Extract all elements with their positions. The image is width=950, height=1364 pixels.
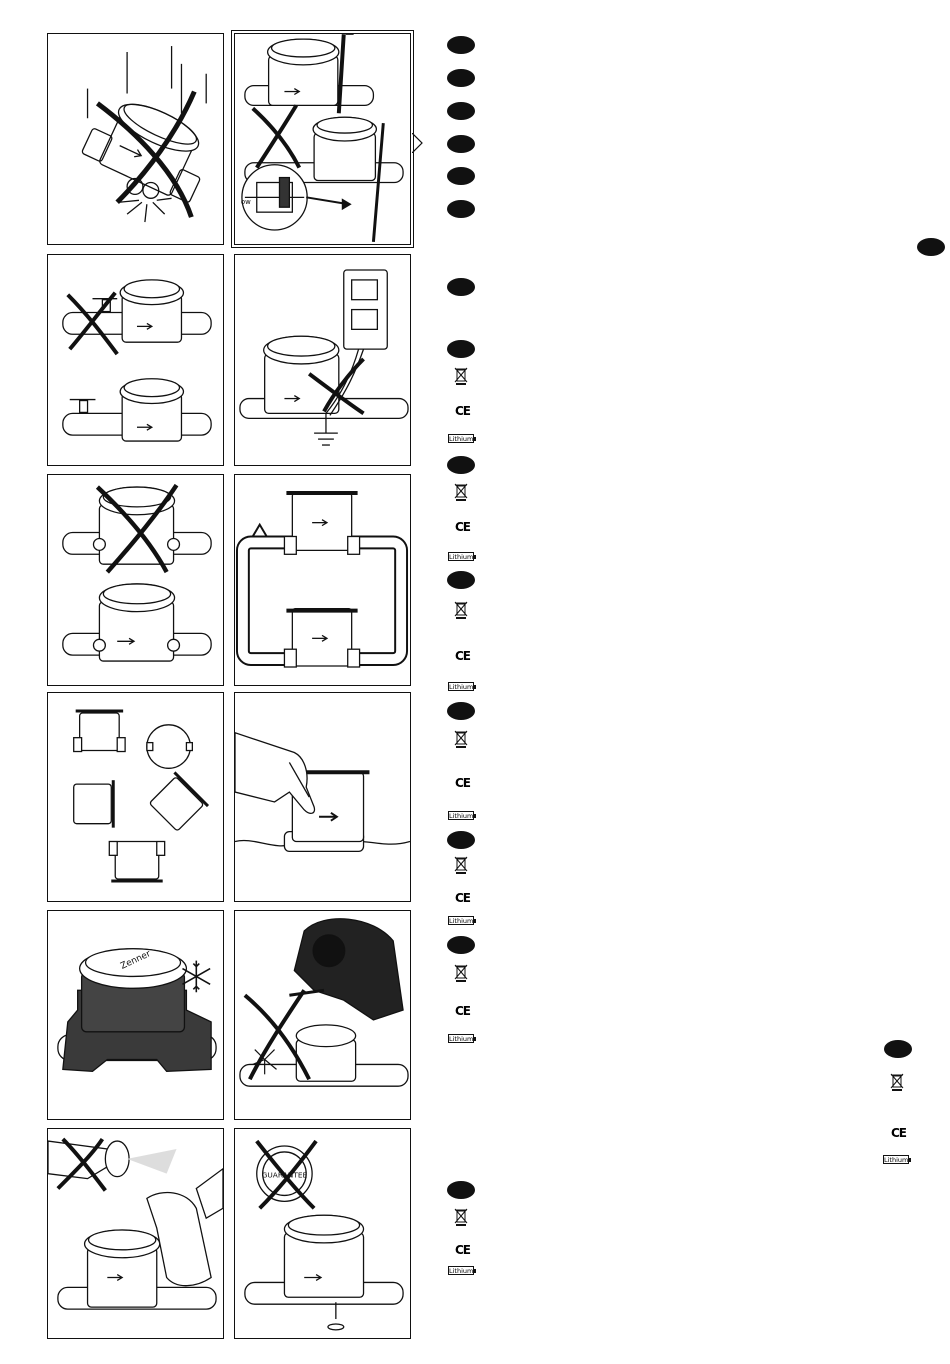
lithium-battery-icon: Lithium <box>884 1156 909 1164</box>
language-marker <box>447 102 475 120</box>
ce-mark: CE <box>455 520 471 534</box>
ce-mark: CE <box>891 1126 907 1140</box>
weee-bin-icon <box>454 1207 468 1227</box>
language-marker <box>447 936 475 954</box>
detail-label: ow <box>240 198 251 207</box>
language-marker <box>447 167 475 185</box>
language-marker <box>447 135 475 153</box>
frost-protection-illustration <box>48 911 223 1119</box>
panel-no-electrical-ground <box>234 254 411 466</box>
language-marker <box>447 1181 475 1199</box>
language-marker <box>447 69 475 87</box>
language-marker <box>884 1040 912 1058</box>
language-marker <box>447 340 475 358</box>
cover-brand-text: Zenner <box>119 949 153 972</box>
ce-mark: CE <box>455 404 471 418</box>
panel-dropped-meter <box>47 33 224 245</box>
weee-bin-icon <box>454 366 468 386</box>
panel-warning-inverted-piping <box>234 474 411 686</box>
lithium-battery-icon: Lithium <box>449 1035 474 1043</box>
weee-bin-icon <box>454 482 468 502</box>
panel-installation-detail <box>234 33 411 245</box>
dropped-meter-illustration <box>48 34 223 244</box>
fitting-torque-illustration <box>48 475 223 685</box>
language-marker <box>447 456 475 474</box>
language-marker <box>447 278 475 296</box>
mounting-orientations-illustration <box>48 693 223 901</box>
lithium-battery-icon: Lithium <box>449 812 474 820</box>
panel-frost-protection <box>47 910 224 1120</box>
cleaning-illustration <box>48 1129 223 1338</box>
panel-fitting-torque <box>47 474 224 686</box>
ce-mark: CE <box>455 649 471 663</box>
panel-seal-guarantee <box>234 1128 411 1339</box>
seal-guarantee-illustration <box>235 1129 410 1338</box>
lithium-battery-icon: Lithium <box>449 683 474 691</box>
lithium-battery-icon: Lithium <box>449 917 474 925</box>
callout-pointer <box>412 133 424 153</box>
lithium-battery-icon: Lithium <box>449 1267 474 1275</box>
panel-cleaning <box>47 1128 224 1339</box>
valve-placement-illustration <box>48 255 223 465</box>
language-marker <box>447 571 475 589</box>
panel-flow-direction <box>234 692 411 902</box>
ce-mark: CE <box>455 1243 471 1257</box>
ce-mark: CE <box>455 1004 471 1018</box>
no-welding-illustration <box>235 911 410 1119</box>
lithium-battery-icon: Lithium <box>449 553 474 561</box>
warning-inverted-illustration <box>235 475 410 685</box>
weee-bin-icon <box>454 855 468 875</box>
language-marker <box>447 200 475 218</box>
language-marker <box>447 36 475 54</box>
weee-bin-icon <box>454 600 468 620</box>
weee-bin-icon <box>454 729 468 749</box>
ce-mark: CE <box>455 891 471 905</box>
ce-mark: CE <box>455 776 471 790</box>
no-ground-illustration <box>235 255 410 465</box>
installation-detail-illustration <box>235 34 410 244</box>
language-marker <box>447 702 475 720</box>
guarantee-stamp-text: GUARANTEE <box>261 1170 308 1180</box>
language-marker <box>447 831 475 849</box>
panel-no-welding <box>234 910 411 1120</box>
weee-bin-icon <box>890 1072 904 1092</box>
flow-direction-illustration <box>235 693 410 901</box>
language-marker <box>917 238 945 256</box>
weee-bin-icon <box>454 963 468 983</box>
lithium-battery-icon: Lithium <box>449 435 474 443</box>
panel-valve-placement <box>47 254 224 466</box>
panel-mounting-orientations <box>47 692 224 902</box>
